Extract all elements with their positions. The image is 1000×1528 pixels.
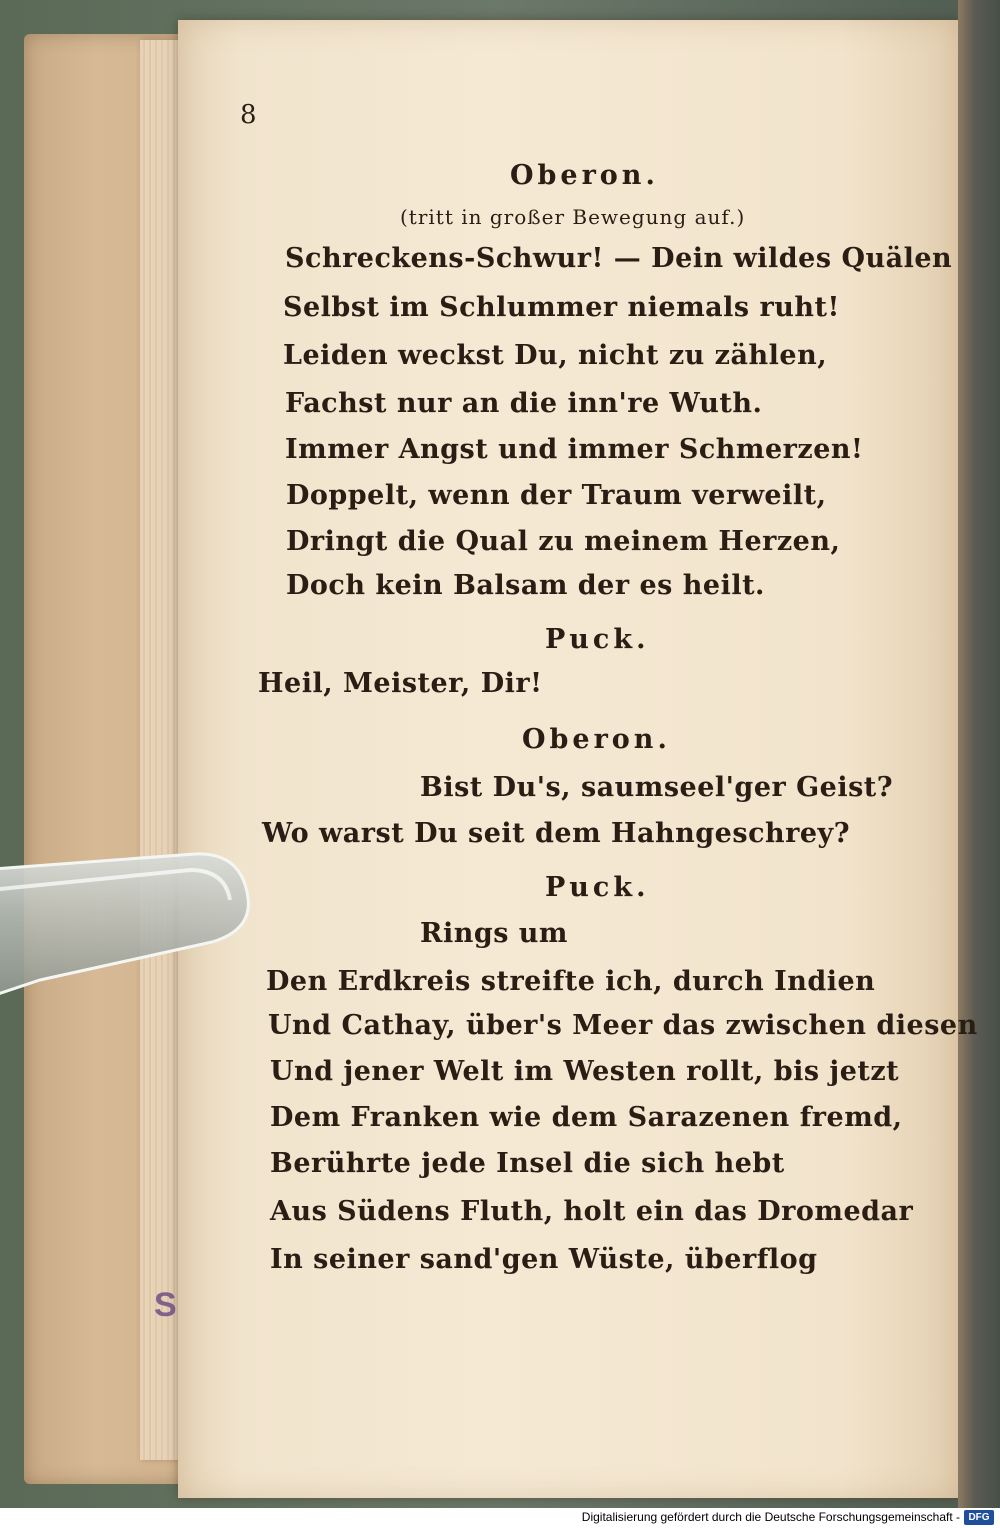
speaker-name: Oberon.: [522, 724, 671, 755]
verse-line: Fachst nur an die inn're Wuth.: [285, 388, 763, 419]
verse-line: Doppelt, wenn der Traum verweilt,: [286, 480, 827, 511]
verse-line: Doch kein Balsam der es heilt.: [286, 570, 765, 601]
verse-line: Dem Franken wie dem Sarazenen fremd,: [270, 1102, 903, 1133]
verse-line: Berührte jede Insel die sich hebt: [270, 1148, 785, 1179]
page-number: 8: [240, 100, 258, 130]
stage-direction: (tritt in großer Bewegung auf.): [400, 205, 746, 229]
verse-line: Und jener Welt im Westen rollt, bis jetzt: [270, 1056, 900, 1087]
verse-line: Aus Südens Fluth, holt ein das Dromedar: [270, 1196, 914, 1227]
verse-line: Wo warst Du seit dem Hahngeschrey?: [262, 818, 851, 849]
verse-line: Selbst im Schlummer niemals ruht!: [283, 292, 840, 323]
verse-line: Immer Angst und immer Schmerzen!: [285, 434, 864, 465]
verse-line: Schreckens-Schwur! — Dein wildes Quälen: [285, 243, 953, 274]
book-right-edge: [958, 0, 1000, 1508]
speaker-name: Puck.: [545, 872, 650, 903]
dfg-logo-icon: DFG: [964, 1510, 994, 1525]
verse-line: Rings um: [420, 918, 569, 949]
verse-line: In seiner sand'gen Wüste, überflog: [270, 1244, 818, 1275]
footer-credit: Digitalisierung gefördert durch die Deutsche Forschungsgemeinschaft -: [581, 1510, 960, 1524]
verse-line: Heil, Meister, Dir!: [258, 668, 543, 699]
verse-line: Und Cathay, über's Meer das zwischen diesen: [268, 1010, 978, 1041]
verse-line: Dringt die Qual zu meinem Herzen,: [286, 526, 841, 557]
speaker-name: Puck.: [545, 624, 650, 655]
verse-line: Bist Du's, saumseel'ger Geist?: [420, 772, 894, 803]
verse-line: Den Erdkreis streifte ich, durch Indien: [266, 966, 876, 997]
verse-line: Leiden weckst Du, nicht zu zählen,: [283, 340, 828, 371]
speaker-name: Oberon.: [510, 160, 659, 191]
library-stamp: S: [154, 1286, 177, 1324]
book-page: [178, 20, 958, 1498]
